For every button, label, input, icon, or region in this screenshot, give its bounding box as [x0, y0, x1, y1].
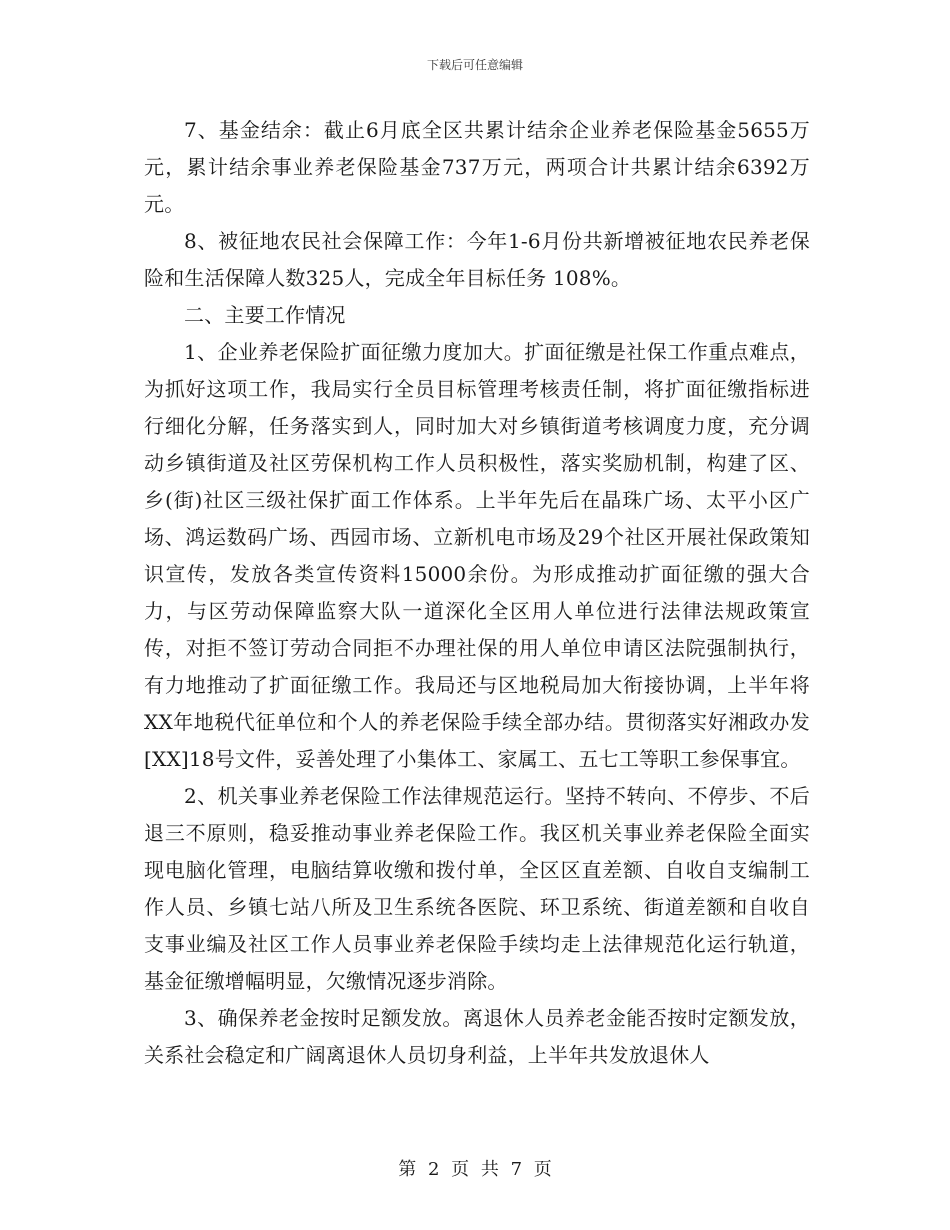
paragraph-land-farmers: 8、被征地农民社会保障工作：今年1-6月份共新增被征地农民养老保险和生活保障人数325人，完成全年目标任务 108%。	[144, 229, 810, 290]
paragraph-enterprise-pension: 1、企业养老保险扩面征缴力度加大。扩面征缴是社保工作重点难点，为抓好这项工作，我局实行全员目标管理考核责任制，将扩面征缴指标进行细化分解，任务落实到人，同时加大对乡镇街道考核调度力度，充分调动乡镇街道及社区劳保机构工作人员积极性，落实奖励机制，构建了区、乡(街)社区三级社保扩面工作体系。上半年先后在晶珠广场、太平小区广场、鸿运数码广场、西园市场、立新机电市场及29个社区开展社保政策知识宣传，发放各类宣传资料15000余份。为形成推动扩面征缴的强大合力，与区劳动保障监察大队一道深化全区用人单位进行法律法规政策宣传，对拒不签订劳动合同拒不办理社保的用人单位申请区法院强制执行，有力地推动了扩面征缴工作。我局还与区地税局加大衔接协调，上半年将XX年地税代征单位和个人的养老保险手续全部办结。贯彻落实好湘政办发[XX]18号文件，妥善处理了小集体工、家属工、五七工等职工参保事宜。	[144, 340, 810, 771]
document-body	[144, 112, 810, 1074]
page-header: 下载后可任意编辑	[426, 58, 523, 72]
paragraph-institution-pension: 2、机关事业养老保险工作法律规范运行。坚持不转向、不停步、不后退三不原则，稳妥推动事业养老保险工作。我区机关事业养老保险全面实现电脑化管理，电脑结算收缴和拨付单，全区区直差额、自收自支编制工作人员、乡镇七站八所及卫生系统各医院、环卫系统、街道差额和自收自支事业编及社区工作人员事业养老保险手续均走上法律规范化运行轨道，基金征缴增幅明显，欠缴情况逐步消除。	[144, 784, 810, 993]
section-heading-main-work: 二、主要工作情况	[184, 303, 346, 327]
paragraph-fund-balance: 7、基金结余：截止6月底全区共累计结余企业养老保险基金5655万元，累计结余事业养老保险基金737万元，两项合计共累计结余6392万元。	[144, 118, 810, 216]
paragraph-pension-payment: 3、确保养老金按时足额发放。离退休人员养老金能否按时定额发放，关系社会稳定和广阔离退休人员切身利益，上半年共发放退休人	[144, 1006, 810, 1067]
page-number: 第 2 页 共 7 页	[398, 1159, 552, 1180]
